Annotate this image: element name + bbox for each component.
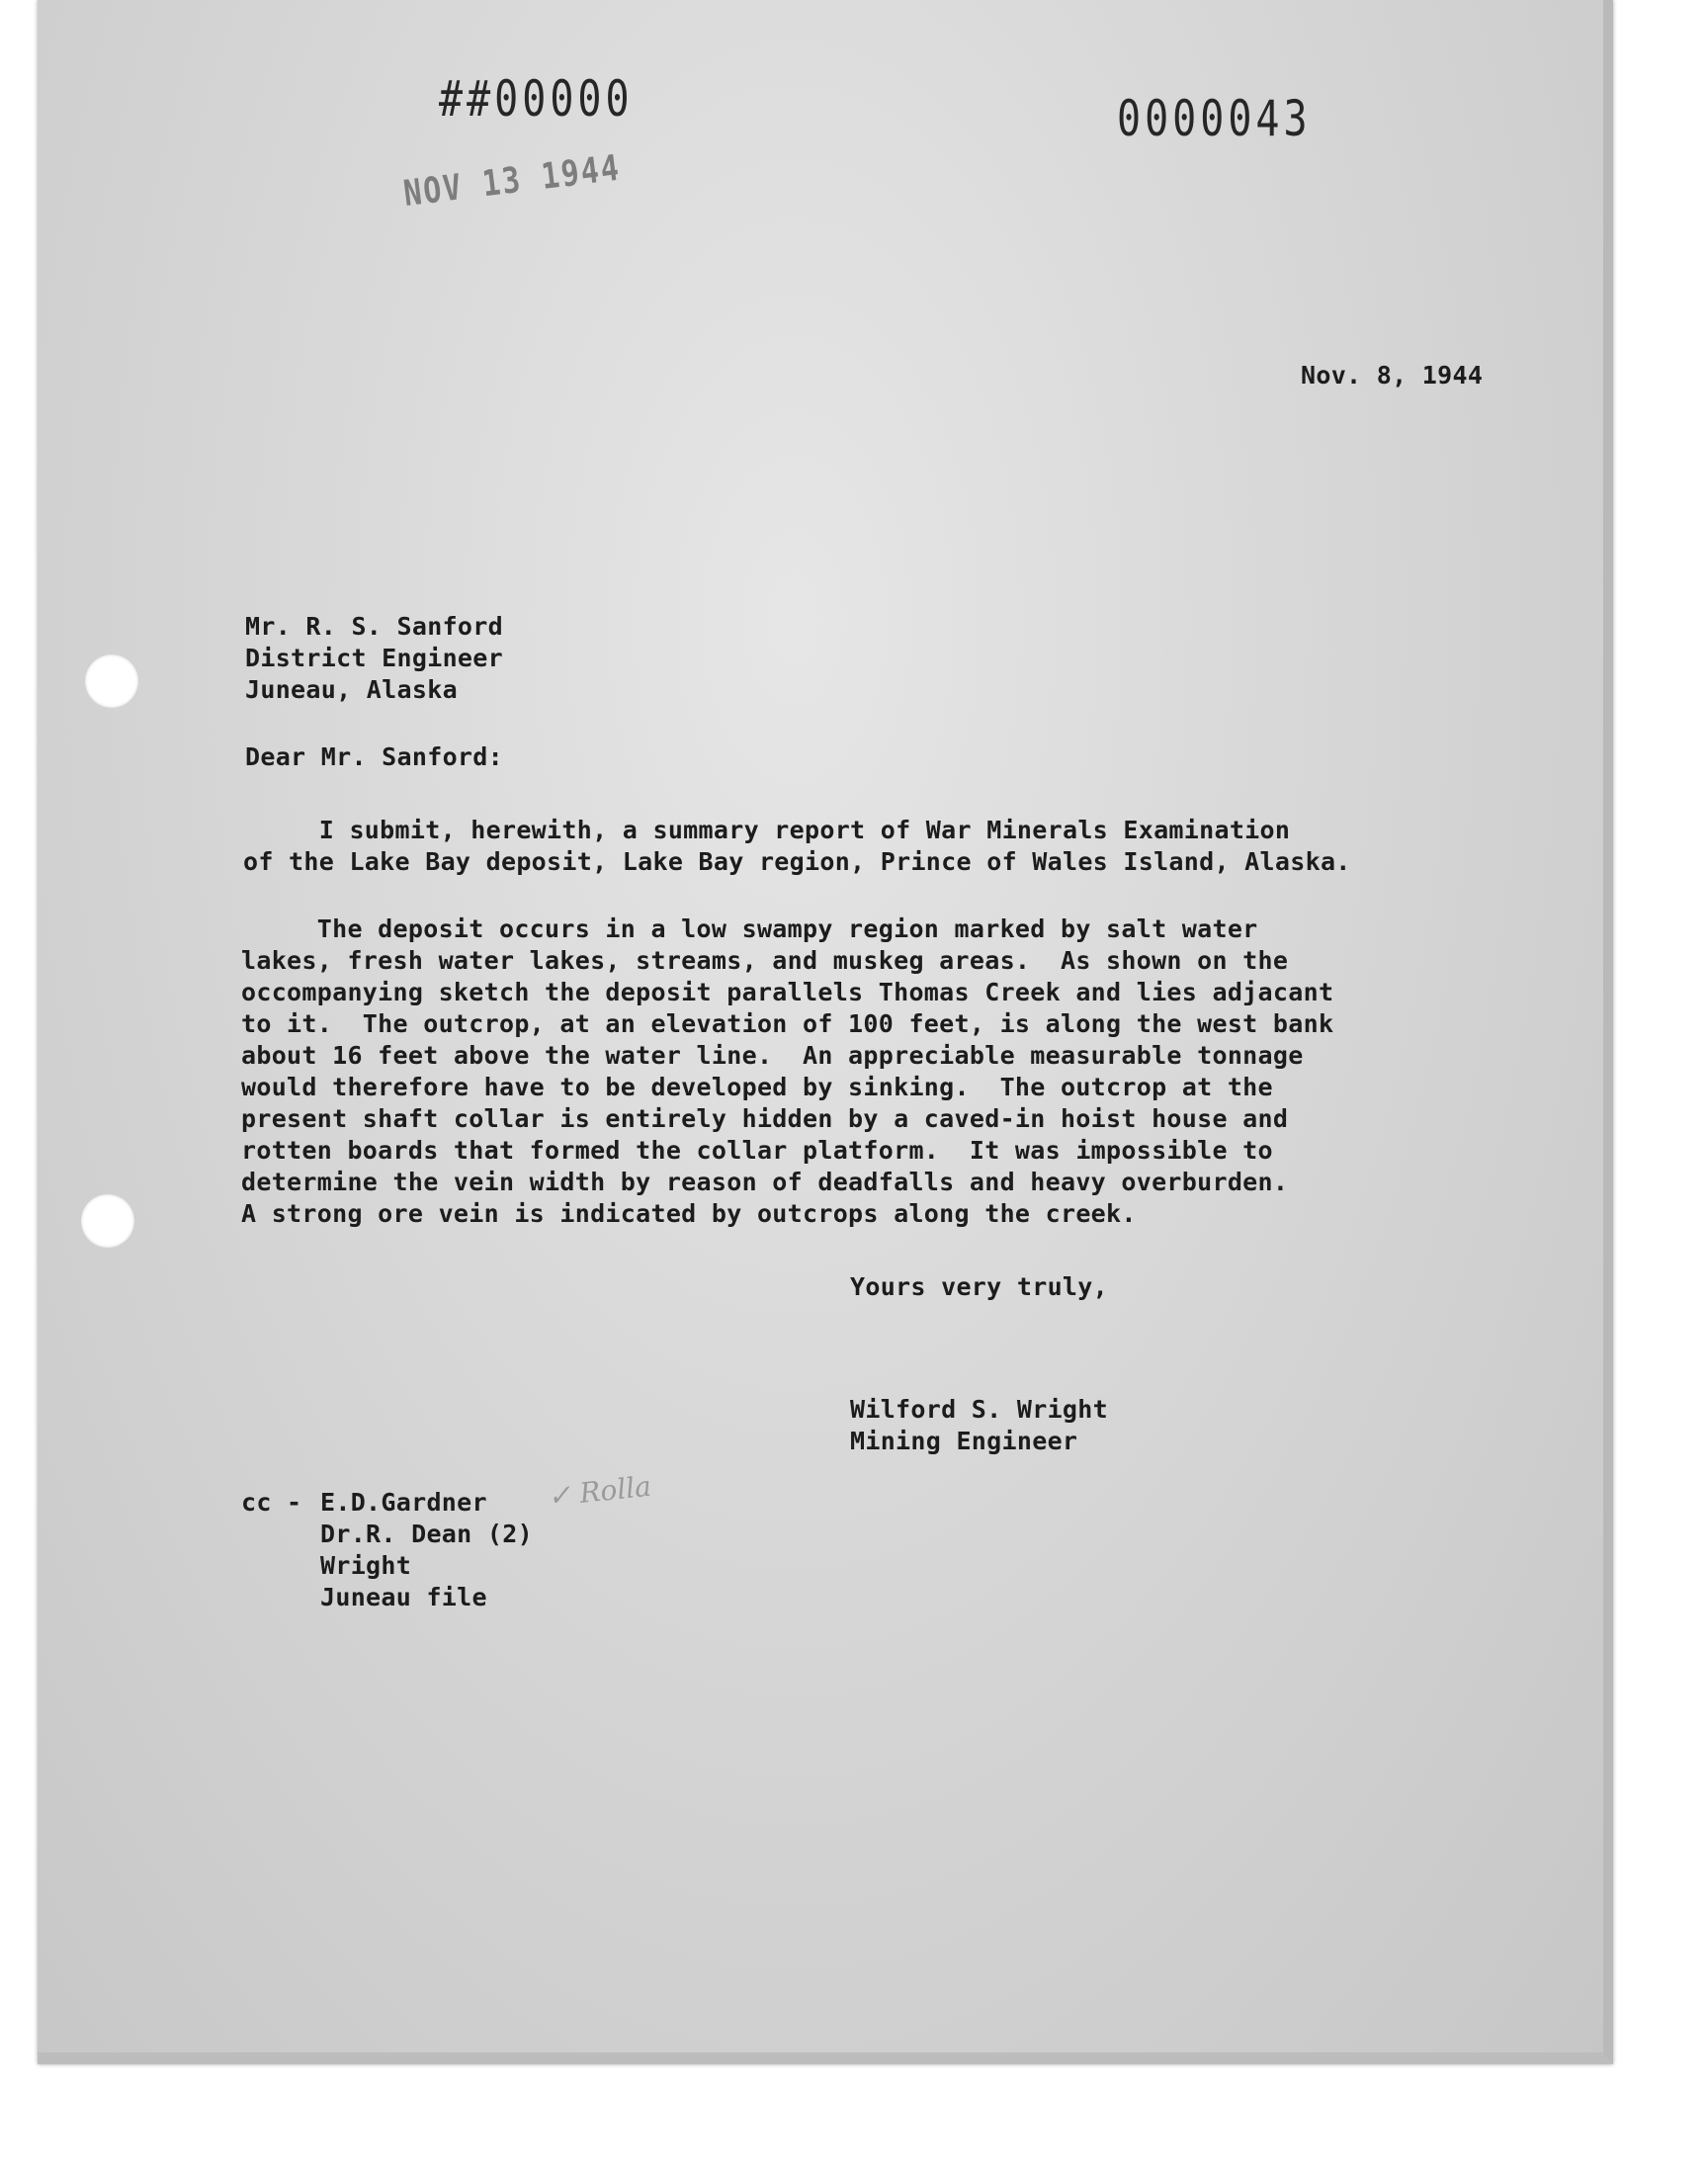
- cc-label: cc -: [241, 1488, 302, 1517]
- file-number: ##00000: [439, 71, 634, 129]
- page-number: 0000043: [1117, 91, 1312, 148]
- paragraph-line: would therefore have to be developed by sinking. The outcrop at the: [241, 1073, 1273, 1101]
- paragraph-line: of the Lake Bay deposit, Lake Bay region, Prince of Wales Island, Alaska.: [243, 847, 1351, 876]
- closing: Yours very truly,: [850, 1272, 1108, 1301]
- cc-recipient: Juneau file: [320, 1583, 487, 1611]
- handwritten-annotation: ✓ Rolla: [546, 1469, 653, 1514]
- paragraph-line: A strong ore vein is indicated by outcrops along the creek.: [241, 1199, 1137, 1228]
- signer-title: Mining Engineer: [850, 1427, 1078, 1455]
- paragraph-line: to it. The outcrop, at an elevation of 100 feet, is along the west bank: [241, 1009, 1334, 1038]
- paragraph-line: rotten boards that formed the collar platform. It was impossible to: [241, 1136, 1273, 1165]
- recipient-location: Juneau, Alaska: [245, 675, 458, 704]
- letter-sheet: [38, 0, 1613, 2064]
- punch-hole-bottom: [81, 1194, 134, 1248]
- signer-name: Wilford S. Wright: [850, 1395, 1108, 1424]
- paragraph-line: determine the vein width by reason of deadfalls and heavy overburden.: [241, 1168, 1289, 1196]
- paragraph-line: about 16 feet above the water line. An appreciable measurable tonnage: [241, 1041, 1304, 1070]
- recipient-title: District Engineer: [245, 644, 503, 672]
- cc-recipient: E.D.Gardner: [320, 1488, 487, 1517]
- punch-hole-top: [85, 654, 138, 708]
- paragraph-line: present shaft collar is entirely hidden by a caved-in hoist house and: [241, 1104, 1289, 1133]
- cc-recipient: Dr.R. Dean (2): [320, 1520, 533, 1548]
- paragraph-line: I submit, herewith, a summary report of War Minerals Examination: [243, 816, 1291, 844]
- letter-date: Nov. 8, 1944: [1301, 361, 1484, 390]
- salutation: Dear Mr. Sanford:: [245, 742, 503, 771]
- cc-recipient: Wright: [320, 1551, 412, 1580]
- paragraph-line: occompanying sketch the deposit parallels Thomas Creek and lies adjacant: [241, 978, 1334, 1006]
- paragraph-line: The deposit occurs in a low swampy region marked by salt water: [241, 914, 1258, 943]
- received-date-stamp: NOV 13 1944: [401, 147, 624, 216]
- recipient-name: Mr. R. S. Sanford: [245, 612, 503, 641]
- paragraph-line: lakes, fresh water lakes, streams, and muskeg areas. As shown on the: [241, 946, 1289, 975]
